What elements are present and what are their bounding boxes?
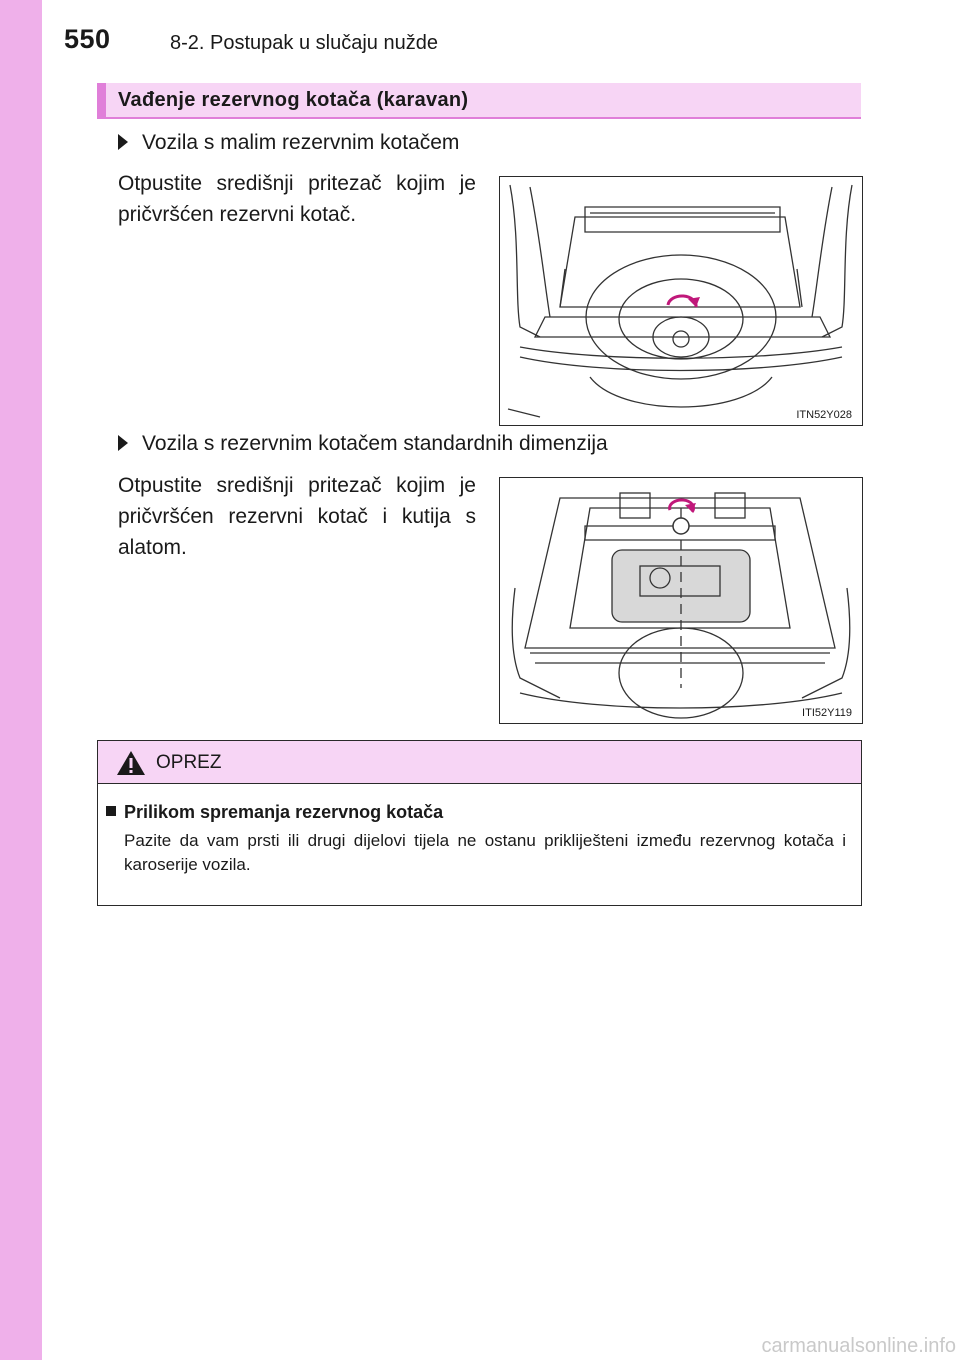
caution-item-title-text: Prilikom spremanja rezervnog kotača bbox=[124, 802, 444, 822]
warning-triangle-icon bbox=[116, 750, 146, 776]
caution-item-title bbox=[106, 802, 443, 823]
square-bullet-icon bbox=[106, 806, 116, 816]
figure-small-spare-tire bbox=[499, 176, 863, 426]
variant-heading-text: Vozila s rezervnim kotačem standardnih dimenzija bbox=[142, 432, 608, 455]
caution-title: OPREZ bbox=[156, 752, 222, 773]
caution-header bbox=[98, 741, 861, 784]
triangle-bullet-icon bbox=[118, 435, 128, 451]
side-tab-strip bbox=[0, 0, 42, 1360]
figure-code: ITN52Y028 bbox=[796, 409, 852, 421]
variant-heading-small-spare bbox=[118, 131, 459, 155]
section-title: Vađenje rezervnog kotača (karavan) bbox=[118, 89, 469, 111]
caution-box bbox=[97, 740, 862, 906]
page-number: 550 bbox=[64, 24, 111, 54]
variant-heading-full-spare bbox=[118, 432, 608, 456]
trunk-full-spare-illustration bbox=[500, 478, 862, 723]
figure-code: ITI52Y119 bbox=[802, 707, 852, 719]
instruction-text-full-spare: Otpustite središnji pritezač kojim je pričvršćen rezervni kotač i kutija s alatom. bbox=[118, 474, 476, 559]
triangle-bullet-icon bbox=[118, 134, 128, 150]
variant-heading-text: Vozila s malim rezervnim kotačem bbox=[142, 131, 460, 154]
trunk-small-spare-illustration bbox=[500, 177, 862, 425]
figure-full-size-spare-tire bbox=[499, 477, 863, 724]
chapter-title: 8-2. Postupak u slučaju nužde bbox=[170, 32, 438, 54]
caution-text: Pazite da vam prsti ili drugi dijelovi tijela ne ostanu prikliješteni između rezervnog kotača i karoserije vozila. bbox=[124, 831, 846, 874]
instruction-text-small-spare: Otpustite središnji pritezač kojim je pričvršćen rezervni kotač. bbox=[118, 172, 476, 226]
footer-watermark: carmanualsonline.info bbox=[761, 1335, 956, 1357]
section-header bbox=[97, 83, 861, 119]
